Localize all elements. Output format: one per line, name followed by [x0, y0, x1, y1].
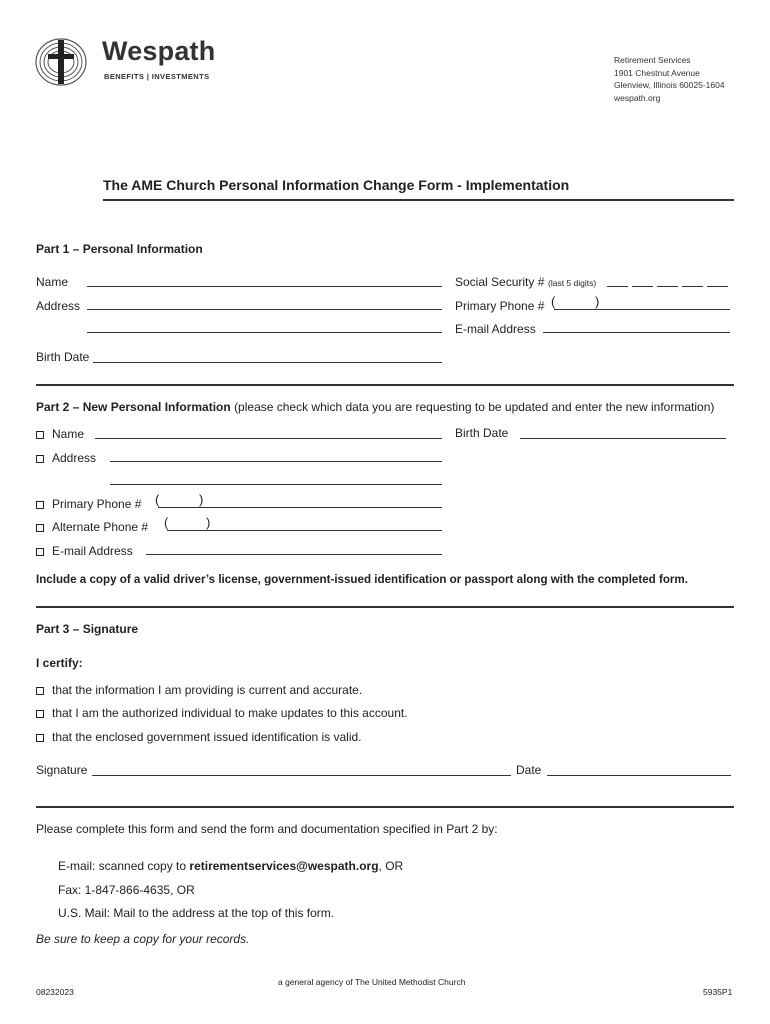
part2-instructions: (please check which data you are requesting to be updated and enter the new information)	[234, 400, 715, 414]
office-address	[614, 54, 725, 104]
part3-divider	[36, 806, 734, 808]
wespath-logo	[34, 37, 224, 87]
address-line-1: Retirement Services	[614, 55, 691, 65]
email-field[interactable]	[543, 332, 730, 333]
new-name-field[interactable]	[95, 438, 442, 439]
mail-instruction: U.S. Mail: Mail to the address at the top of this form.	[58, 906, 335, 920]
part2-heading: Part 2 – New Personal Information	[36, 400, 231, 414]
new-address-field-1[interactable]	[110, 461, 442, 462]
ssn-digit-5[interactable]	[707, 286, 728, 287]
email-label: E-mail Address	[455, 322, 536, 336]
new-name-row	[36, 427, 84, 441]
new-phone-checkbox[interactable]	[36, 501, 44, 509]
phone-area-open: (	[551, 294, 556, 309]
phone-field[interactable]	[554, 309, 730, 310]
alt-phone-label: Alternate Phone #	[52, 520, 149, 534]
new-address-label: Address	[52, 451, 97, 465]
submission-email-link[interactable]: retirementservices@wespath.org	[189, 859, 379, 873]
phone-label: Primary Phone #	[455, 299, 545, 313]
certify-row-1	[36, 683, 362, 697]
address-label: Address	[36, 299, 81, 313]
address-field-1[interactable]	[87, 309, 442, 310]
part3-heading: Part 3 – Signature	[36, 622, 139, 636]
new-email-field[interactable]	[146, 554, 442, 555]
certify-row-2	[36, 706, 408, 720]
logo-emblem-icon	[34, 37, 88, 87]
new-phone-field[interactable]	[158, 507, 442, 508]
ssn-label: Social Security #	[455, 275, 545, 289]
certify-checkbox-3[interactable]	[36, 734, 44, 742]
birthdate-label: Birth Date	[36, 350, 90, 364]
phone-area-close: )	[595, 294, 600, 309]
ssn-digit-2[interactable]	[632, 286, 653, 287]
part1-divider	[36, 384, 734, 386]
email-instruction-suffix: , OR	[378, 859, 404, 873]
name-field[interactable]	[87, 286, 442, 287]
signature-field[interactable]	[92, 775, 511, 776]
birthdate-field[interactable]	[93, 362, 442, 363]
ssn-digit-4[interactable]	[682, 286, 703, 287]
ssn-note: (last 5 digits)	[548, 278, 597, 288]
new-phone-area-open: (	[155, 492, 160, 507]
name-label: Name	[36, 275, 69, 289]
footer-form-number: 5935P1	[703, 987, 733, 997]
new-birthdate-field[interactable]	[520, 438, 726, 439]
new-phone-row	[36, 497, 141, 511]
email-instruction	[58, 859, 403, 873]
form-title: The AME Church Personal Information Change Form - Implementation	[103, 177, 570, 193]
new-phone-label: Primary Phone #	[52, 497, 142, 511]
id-requirement-notice: Include a copy of a valid driver’s license, government-issued identification or passport along with the completed form.	[36, 573, 688, 586]
certify-label: I certify:	[36, 656, 83, 670]
signature-label: Signature	[36, 763, 88, 777]
address-field-2[interactable]	[87, 332, 442, 333]
signature-date-field[interactable]	[547, 775, 731, 776]
address-line-3: Glenview, Illinois 60025-1604	[614, 80, 725, 90]
submission-intro: Please complete this form and send the form and documentation specified in Part 2 by:	[36, 822, 498, 836]
certify-checkbox-2[interactable]	[36, 710, 44, 718]
new-name-label: Name	[52, 427, 85, 441]
part1-heading: Part 1 – Personal Information	[36, 242, 203, 256]
alt-phone-checkbox[interactable]	[36, 524, 44, 532]
email-instruction-prefix: E-mail: scanned copy to	[58, 859, 190, 873]
logo-tagline: BENEFITS | INVESTMENTS	[104, 72, 210, 81]
new-name-checkbox[interactable]	[36, 431, 44, 439]
alt-phone-field[interactable]	[167, 530, 442, 531]
new-address-field-2[interactable]	[110, 484, 442, 485]
new-email-checkbox[interactable]	[36, 548, 44, 556]
part2-heading-row	[36, 400, 714, 414]
new-email-row	[36, 544, 133, 558]
keep-copy-note: Be sure to keep a copy for your records.	[36, 932, 250, 946]
new-phone-area-close: )	[199, 492, 204, 507]
address-website: wespath.org	[614, 92, 661, 103]
part2-divider	[36, 606, 734, 608]
alt-phone-area-close: )	[206, 515, 211, 530]
footer-code: 08232023	[36, 987, 74, 997]
logo-name: Wespath	[102, 36, 216, 66]
address-line-2: 1901 Chestnut Avenue	[614, 67, 700, 78]
signature-date-label: Date	[516, 763, 542, 777]
new-address-row	[36, 451, 96, 465]
new-email-label: E-mail Address	[52, 544, 133, 558]
alt-phone-row	[36, 520, 148, 534]
alt-phone-area-open: (	[164, 515, 169, 530]
ssn-digit-1[interactable]	[607, 286, 628, 287]
footer-agency: a general agency of The United Methodist Church	[278, 977, 466, 987]
certify-checkbox-1[interactable]	[36, 687, 44, 695]
fax-instruction: Fax: 1-847-866-4635, OR	[58, 883, 195, 897]
certify-text-2: that I am the authorized individual to make updates to this account.	[52, 706, 408, 720]
title-rule	[103, 199, 734, 201]
certify-row-3	[36, 730, 362, 744]
ssn-digit-3[interactable]	[657, 286, 678, 287]
certify-text-3: that the enclosed government issued identification is valid.	[52, 730, 362, 744]
new-birthdate-label: Birth Date	[455, 426, 509, 440]
new-address-checkbox[interactable]	[36, 455, 44, 463]
certify-text-1: that the information I am providing is current and accurate.	[52, 683, 363, 697]
